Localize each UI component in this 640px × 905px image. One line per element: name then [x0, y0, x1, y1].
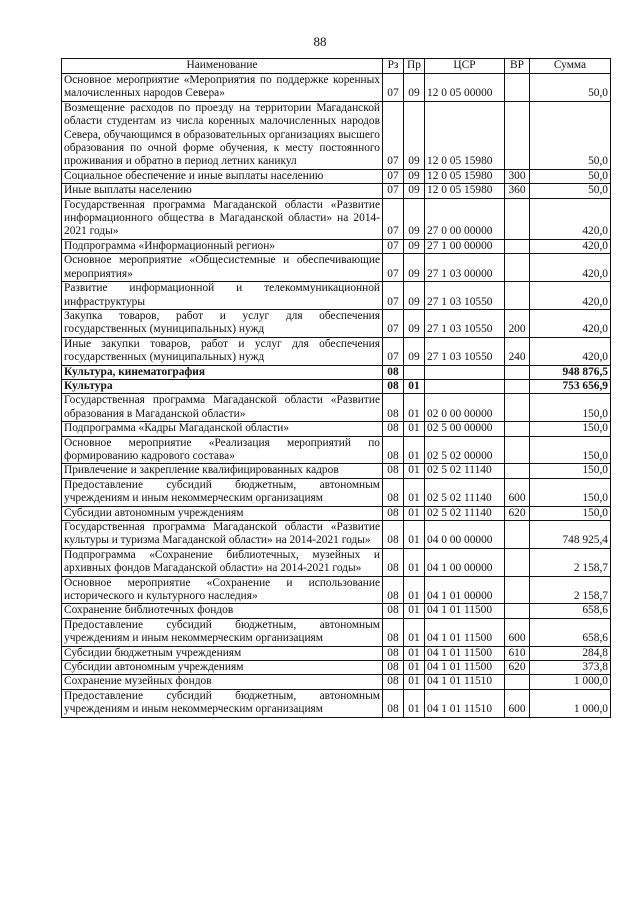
table-row: [62, 239, 611, 253]
row-name-cell: Привлечение и закрепление квалифицированных кадров: [62, 464, 383, 478]
row-vr-cell: 240: [505, 337, 530, 365]
table-body: [62, 74, 611, 718]
row-vr-cell: [505, 548, 530, 576]
row-csr-cell: 12 0 05 15980: [425, 101, 505, 169]
row-sum-cell: 50,0: [530, 184, 611, 198]
row-pr-cell: 09: [404, 169, 425, 183]
row-pr-cell: 01: [404, 548, 425, 576]
row-name-cell: Подпрограмма «Информационный регион»: [62, 239, 383, 253]
row-pr-cell: 01: [404, 661, 425, 675]
row-csr-cell: [425, 365, 505, 379]
row-pr-cell: 09: [404, 101, 425, 169]
table-row: [62, 436, 611, 464]
row-sum-cell: 658,6: [530, 618, 611, 646]
row-sum-cell: 150,0: [530, 436, 611, 464]
row-sum-cell: 50,0: [530, 74, 611, 102]
budget-table: [61, 58, 611, 718]
row-name-cell: Сохранение библиотечных фондов: [62, 604, 383, 618]
row-sum-cell: 748 925,4: [530, 521, 611, 549]
table-row: [62, 365, 611, 379]
header-sum: Сумма: [530, 59, 611, 74]
row-pr-cell: 01: [404, 436, 425, 464]
table-row: [62, 576, 611, 604]
table-header-row: [62, 59, 611, 74]
row-sum-cell: 420,0: [530, 282, 611, 310]
row-name-cell: Предоставление субсидий бюджетным, автономным учреждениям и иным некоммерческим организациям: [62, 689, 383, 717]
row-pr-cell: 01: [404, 604, 425, 618]
row-pr-cell: 09: [404, 282, 425, 310]
table-row: [62, 422, 611, 436]
table-row: [62, 254, 611, 282]
row-name-cell: Социальное обеспечение и иные выплаты населению: [62, 169, 383, 183]
row-rz-cell: 07: [383, 184, 404, 198]
row-rz-cell: 08: [383, 661, 404, 675]
row-pr-cell: [404, 365, 425, 379]
table-row: [62, 478, 611, 506]
row-rz-cell: 08: [383, 422, 404, 436]
table-row: [62, 198, 611, 239]
row-rz-cell: 08: [383, 464, 404, 478]
row-pr-cell: 01: [404, 618, 425, 646]
row-pr-cell: 09: [404, 254, 425, 282]
row-csr-cell: 04 1 01 00000: [425, 576, 505, 604]
row-vr-cell: [505, 379, 530, 393]
table-row: [62, 548, 611, 576]
row-name-cell: Иные выплаты населению: [62, 184, 383, 198]
row-vr-cell: [505, 239, 530, 253]
row-pr-cell: 09: [404, 74, 425, 102]
row-pr-cell: 01: [404, 422, 425, 436]
header-rz: Рз: [383, 59, 404, 74]
row-vr-cell: 200: [505, 309, 530, 337]
row-vr-cell: 360: [505, 184, 530, 198]
row-sum-cell: 284,8: [530, 646, 611, 660]
header-name: Наименование: [62, 59, 383, 74]
row-pr-cell: 01: [404, 576, 425, 604]
row-sum-cell: 420,0: [530, 337, 611, 365]
row-vr-cell: 600: [505, 618, 530, 646]
row-rz-cell: 08: [383, 548, 404, 576]
table-row: [62, 618, 611, 646]
row-vr-cell: [505, 365, 530, 379]
row-sum-cell: 420,0: [530, 239, 611, 253]
row-vr-cell: [505, 521, 530, 549]
row-rz-cell: 07: [383, 74, 404, 102]
row-vr-cell: [505, 422, 530, 436]
row-sum-cell: 150,0: [530, 478, 611, 506]
table-row: [62, 661, 611, 675]
table-row: [62, 379, 611, 393]
row-sum-cell: 420,0: [530, 198, 611, 239]
header-pr: Пр: [404, 59, 425, 74]
row-csr-cell: 04 1 01 11500: [425, 604, 505, 618]
row-pr-cell: 01: [404, 646, 425, 660]
table-row: [62, 464, 611, 478]
row-vr-cell: 610: [505, 646, 530, 660]
row-pr-cell: 09: [404, 309, 425, 337]
row-vr-cell: 600: [505, 689, 530, 717]
row-name-cell: Развитие информационной и телекоммуникационной инфраструктуры: [62, 282, 383, 310]
row-rz-cell: 08: [383, 576, 404, 604]
row-rz-cell: 08: [383, 506, 404, 520]
table-row: [62, 521, 611, 549]
row-pr-cell: 01: [404, 675, 425, 689]
row-name-cell: Государственная программа Магаданской области «Развитие культуры и туризма Магаданской области» на 2014-2021 годы»: [62, 521, 383, 549]
row-csr-cell: 27 1 03 10550: [425, 337, 505, 365]
row-csr-cell: 27 1 03 10550: [425, 309, 505, 337]
row-name-cell: Культура, кинематография: [62, 365, 383, 379]
row-rz-cell: 08: [383, 394, 404, 422]
row-rz-cell: 07: [383, 254, 404, 282]
table-row: [62, 604, 611, 618]
table-row: [62, 394, 611, 422]
row-rz-cell: 07: [383, 239, 404, 253]
row-csr-cell: 02 5 02 00000: [425, 436, 505, 464]
row-csr-cell: 02 5 02 11140: [425, 464, 505, 478]
row-vr-cell: 620: [505, 661, 530, 675]
row-name-cell: Основное мероприятие «Общесистемные и обеспечивающие мероприятия»: [62, 254, 383, 282]
row-name-cell: Подпрограмма «Сохранение библиотечных, музейных и архивных фондов Магаданской области» на 2014-2021 годы»: [62, 548, 383, 576]
row-sum-cell: 2 158,7: [530, 548, 611, 576]
row-vr-cell: [505, 198, 530, 239]
row-pr-cell: 09: [404, 184, 425, 198]
row-name-cell: Основное мероприятие «Реализация мероприятий по формированию кадрового состава»: [62, 436, 383, 464]
row-csr-cell: 12 0 05 00000: [425, 74, 505, 102]
table-row: [62, 689, 611, 717]
row-vr-cell: 300: [505, 169, 530, 183]
row-csr-cell: 04 1 00 00000: [425, 548, 505, 576]
row-name-cell: Основное мероприятие «Сохранение и использование исторического и культурного наследия»: [62, 576, 383, 604]
row-pr-cell: 01: [404, 464, 425, 478]
row-csr-cell: 02 0 00 00000: [425, 394, 505, 422]
table-row: [62, 184, 611, 198]
row-name-cell: Субсидии бюджетным учреждениям: [62, 646, 383, 660]
row-csr-cell: 12 0 05 15980: [425, 169, 505, 183]
row-rz-cell: 08: [383, 478, 404, 506]
row-vr-cell: [505, 254, 530, 282]
table-row: [62, 309, 611, 337]
row-sum-cell: 150,0: [530, 394, 611, 422]
header-csr: ЦСР: [425, 59, 505, 74]
row-rz-cell: 07: [383, 198, 404, 239]
row-rz-cell: 08: [383, 379, 404, 393]
row-csr-cell: 04 1 01 11500: [425, 646, 505, 660]
table-row: [62, 282, 611, 310]
row-rz-cell: 08: [383, 689, 404, 717]
row-sum-cell: 150,0: [530, 464, 611, 478]
row-csr-cell: 27 1 03 00000: [425, 254, 505, 282]
header-vr: ВР: [505, 59, 530, 74]
row-pr-cell: 01: [404, 394, 425, 422]
row-vr-cell: [505, 675, 530, 689]
row-name-cell: Иные закупки товаров, работ и услуг для обеспечения государственных (муниципальных) нужд: [62, 337, 383, 365]
row-csr-cell: 27 1 03 10550: [425, 282, 505, 310]
row-vr-cell: [505, 74, 530, 102]
row-name-cell: Государственная программа Магаданской области «Развитие информационного общества в Магаданской области» на 2014-2021 годы»: [62, 198, 383, 239]
row-csr-cell: 04 1 01 11510: [425, 675, 505, 689]
row-vr-cell: [505, 436, 530, 464]
row-vr-cell: [505, 604, 530, 618]
row-name-cell: Закупка товаров, работ и услуг для обеспечения государственных (муниципальных) нужд: [62, 309, 383, 337]
row-sum-cell: 150,0: [530, 422, 611, 436]
table-row: [62, 337, 611, 365]
row-rz-cell: 07: [383, 169, 404, 183]
row-csr-cell: 27 0 00 00000: [425, 198, 505, 239]
row-vr-cell: [505, 101, 530, 169]
row-rz-cell: 08: [383, 675, 404, 689]
row-pr-cell: 09: [404, 239, 425, 253]
row-vr-cell: [505, 464, 530, 478]
row-rz-cell: 07: [383, 337, 404, 365]
table-row: [62, 101, 611, 169]
row-vr-cell: [505, 282, 530, 310]
row-csr-cell: 02 5 00 00000: [425, 422, 505, 436]
row-sum-cell: 50,0: [530, 169, 611, 183]
row-name-cell: Предоставление субсидий бюджетным, автономным учреждениям и иным некоммерческим организациям: [62, 618, 383, 646]
row-sum-cell: 420,0: [530, 309, 611, 337]
row-csr-cell: 02 5 02 11140: [425, 506, 505, 520]
row-rz-cell: 07: [383, 101, 404, 169]
row-rz-cell: 08: [383, 436, 404, 464]
table-row: [62, 169, 611, 183]
row-csr-cell: [425, 379, 505, 393]
row-vr-cell: [505, 394, 530, 422]
page-number: 88: [313, 34, 327, 49]
row-rz-cell: 08: [383, 365, 404, 379]
row-rz-cell: 08: [383, 618, 404, 646]
row-name-cell: Предоставление субсидий бюджетным, автономным учреждениям и иным некоммерческим организациям: [62, 478, 383, 506]
row-name-cell: Государственная программа Магаданской области «Развитие образования в Магаданской области»: [62, 394, 383, 422]
row-pr-cell: 01: [404, 689, 425, 717]
row-csr-cell: 27 1 00 00000: [425, 239, 505, 253]
row-pr-cell: 01: [404, 521, 425, 549]
row-rz-cell: 08: [383, 646, 404, 660]
row-name-cell: Субсидии автономным учреждениям: [62, 506, 383, 520]
row-rz-cell: 07: [383, 282, 404, 310]
row-rz-cell: 07: [383, 309, 404, 337]
row-sum-cell: 373,8: [530, 661, 611, 675]
row-sum-cell: 150,0: [530, 506, 611, 520]
row-pr-cell: 01: [404, 478, 425, 506]
row-csr-cell: 04 1 01 11500: [425, 618, 505, 646]
row-pr-cell: 09: [404, 198, 425, 239]
row-sum-cell: 948 876,5: [530, 365, 611, 379]
table-row: [62, 74, 611, 102]
row-rz-cell: 08: [383, 521, 404, 549]
row-pr-cell: 01: [404, 379, 425, 393]
row-csr-cell: 04 1 01 11500: [425, 661, 505, 675]
row-csr-cell: 04 1 01 11510: [425, 689, 505, 717]
row-csr-cell: 12 0 05 15980: [425, 184, 505, 198]
row-vr-cell: 620: [505, 506, 530, 520]
row-sum-cell: 2 158,7: [530, 576, 611, 604]
row-name-cell: Возмещение расходов по проезду на территории Магаданской области студентам из числа коренных малочисленных народов Севера, обучающимся в образовательных организациях высшего образования по очной форме обучения, к месту постоянного проживания и обратно в период летних каникул: [62, 101, 383, 169]
row-sum-cell: 420,0: [530, 254, 611, 282]
row-sum-cell: 1 000,0: [530, 689, 611, 717]
row-name-cell: Сохранение музейных фондов: [62, 675, 383, 689]
row-pr-cell: 09: [404, 337, 425, 365]
row-rz-cell: 08: [383, 604, 404, 618]
row-name-cell: Подпрограмма «Кадры Магаданской области»: [62, 422, 383, 436]
row-csr-cell: 02 5 02 11140: [425, 478, 505, 506]
row-csr-cell: 04 0 00 00000: [425, 521, 505, 549]
row-sum-cell: 753 656,9: [530, 379, 611, 393]
table-row: [62, 646, 611, 660]
row-name-cell: Субсидии автономным учреждениям: [62, 661, 383, 675]
row-vr-cell: 600: [505, 478, 530, 506]
row-name-cell: Основное мероприятие «Мероприятия по поддержке коренных малочисленных народов Севера»: [62, 74, 383, 102]
table-row: [62, 506, 611, 520]
row-name-cell: Культура: [62, 379, 383, 393]
row-pr-cell: 01: [404, 506, 425, 520]
row-sum-cell: 658,6: [530, 604, 611, 618]
table-row: [62, 675, 611, 689]
row-sum-cell: 1 000,0: [530, 675, 611, 689]
row-sum-cell: 50,0: [530, 101, 611, 169]
row-vr-cell: [505, 576, 530, 604]
